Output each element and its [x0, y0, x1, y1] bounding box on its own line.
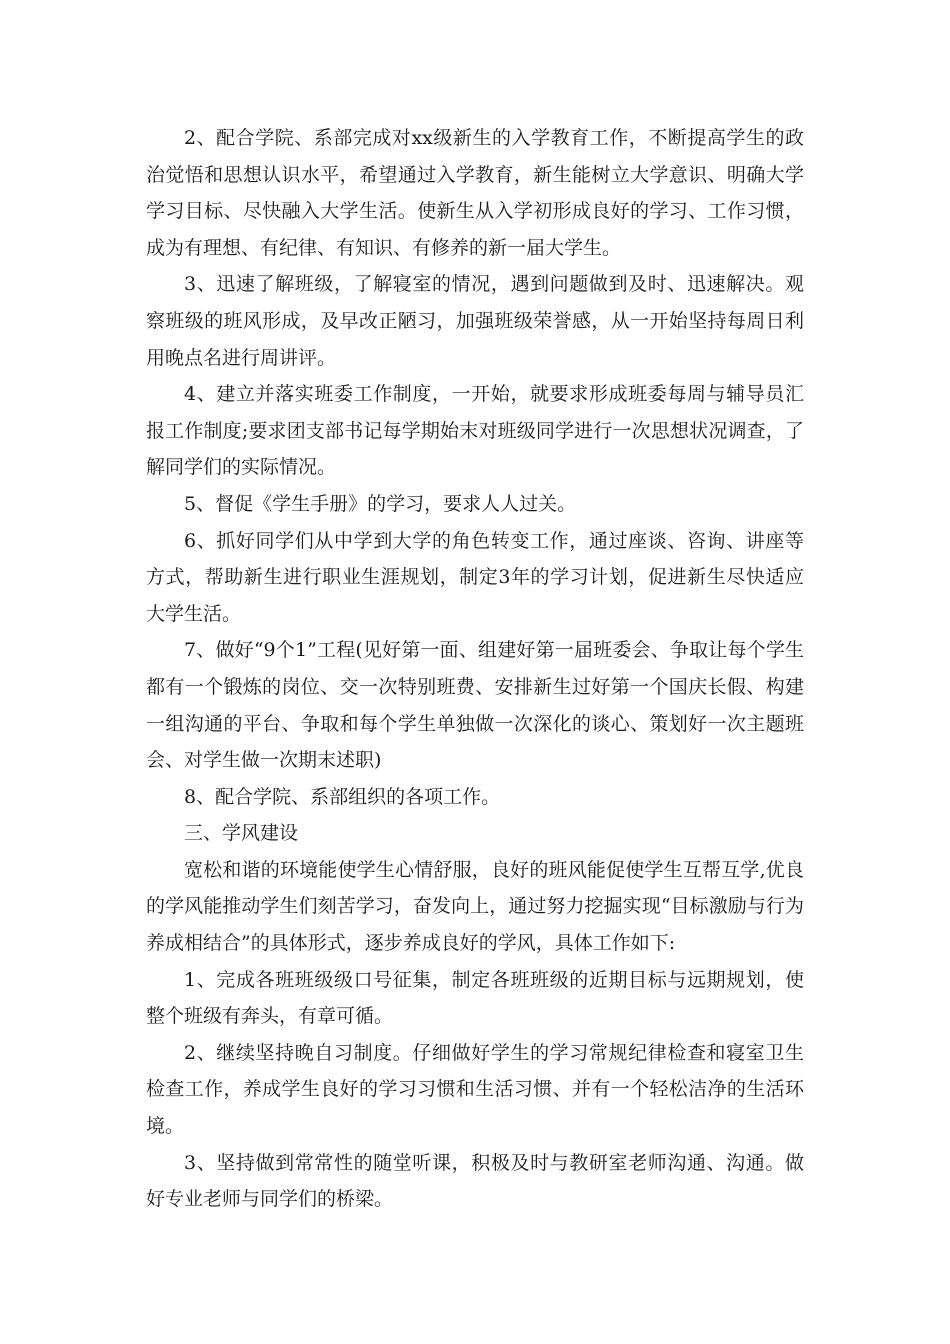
document-body [146, 120, 804, 1218]
paragraph-item-5-handbook: 5、督促《学生手册》的学习，要求人人过关。 [184, 492, 577, 515]
paragraph-study-item-2-evening-study: 2、继续坚持晚自习制度。仔细做好学生的学习常规纪律检查和寝室卫生检查工作，养成学生良好的学习习惯和生活习惯、并有一个轻松洁净的生活环境。 [146, 1041, 804, 1138]
paragraph-study-item-3-lectures: 3、坚持做到常常性的随堂听课，积极及时与教研室老师沟通、沟通。做好专业老师与同学们的桥梁。 [146, 1151, 804, 1211]
paragraph-study-style-intro: 宽松和谐的环境能使学生心情舒服，良好的班风能促使学生互帮互学,优良的学风能推动学生们刻苦学习，奋发向上，通过努力挖掘实现“目标激励与行为养成相结合”的具体形式，逐步养成良好的学风，具体工作如下: [146, 858, 804, 955]
paragraph-item-2-orientation: 2、配合学院、系部完成对xx级新生的入学教育工作，不断提高学生的政治觉悟和思想认识水平，希望通过入学教育，新生能树立大学意识、明确大学学习目标、尽快融入大学生活。使新生从入学初形成良好的学习、工作习惯，成为有理想、有纪律、有知识、有修养的新一届大学生。 [146, 127, 804, 259]
paragraph-item-3-class-understanding: 3、迅速了解班级，了解寝室的情况，遇到问题做到及时、迅速解决。观察班级的班风形成，及早改正陋习，加强班级荣誉感，从一开始坚持每周日利用晚点名进行周讲评。 [146, 273, 804, 369]
paragraph-item-7-nine-ones: 7、做好“9个1”工程(见好第一面、组建好第一届班委会、争取让每个学生都有一个锻炼的岗位、交一次特别班费、安排新生过好第一个国庆长假、构建一组沟通的平台、争取和每个学生单独做一次深化的谈心、策划好一次主题班会、对学生做一次期末述职) [146, 639, 804, 772]
paragraph-item-4-committee-system: 4、建立并落实班委工作制度，一开始，就要求形成班委每周与辅导员汇报工作制度;要求团支部书记每学期始末对班级同学进行一次思想状况调查，了解同学们的实际情况。 [146, 383, 804, 479]
paragraph-item-8-other-work: 8、配合学院、系部组织的各项工作。 [184, 785, 501, 808]
paragraph-item-6-role-transition: 6、抓好同学们从中学到大学的角色转变工作，通过座谈、咨询、讲座等方式，帮助新生进行职业生涯规划，制定3年的学习计划，促进新生尽快适应大学生活。 [146, 529, 804, 625]
section-heading-study-style: 三、学风建设 [184, 822, 299, 845]
paragraph-study-item-1-slogans: 1、完成各班班级级口号征集，制定各班班级的近期目标与远期规划，使整个班级有奔头，有章可循。 [146, 968, 804, 1028]
